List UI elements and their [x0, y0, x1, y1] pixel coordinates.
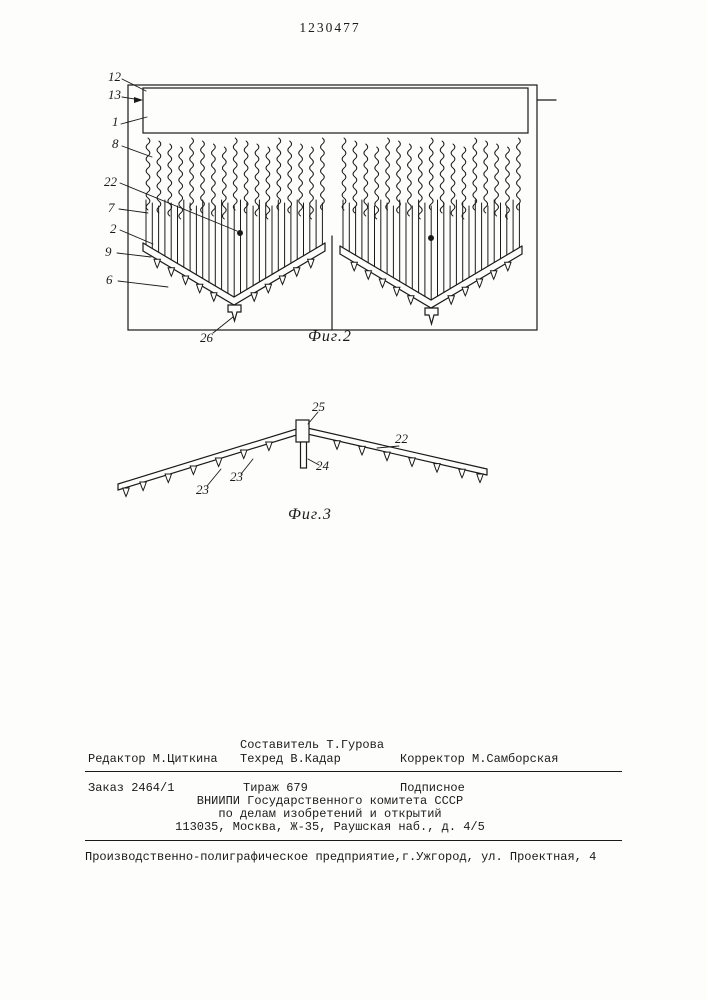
patent-number: 1230477 — [299, 20, 361, 35]
fig2-label-9: 9 — [105, 244, 112, 259]
org-name-line: ВНИИПИ Государственного комитета СССР — [196, 794, 464, 808]
org-address-line: 113035, Москва, Ж-35, Раушская наб., д. 4/5 — [175, 820, 485, 834]
fig2-label-1: 1 — [112, 114, 119, 129]
fig2-label-6: 6 — [106, 272, 113, 287]
fig3-label-25: 25 — [312, 399, 325, 414]
fig2-label-13: 13 — [108, 87, 121, 102]
fig2-caption: Фиг.2 — [308, 328, 352, 345]
compiler-credit: Составитель Т.Гурова — [240, 738, 385, 752]
fig3-label-23b: 23 — [230, 469, 243, 484]
subscription-note: Подписное — [400, 781, 465, 795]
techred-credit: Техред В.Кадар — [240, 752, 341, 766]
corrector-credit: Корректор М.Самборская — [400, 752, 559, 766]
org-dept-line: по делам изобретений и открытий — [218, 807, 442, 821]
fig2-label-22: 22 — [104, 174, 117, 189]
editor-credit: Редактор М.Циткина — [88, 752, 218, 766]
divider-top — [85, 771, 622, 772]
print-run: Тираж 679 — [243, 781, 308, 795]
fig2-label-12: 12 — [108, 69, 121, 84]
order-number: Заказ 2464/1 — [88, 781, 175, 795]
fig3-caption: Фиг.3 — [288, 506, 332, 523]
fig3-label-22: 22 — [395, 431, 408, 446]
production-line: Производственно-полиграфическое предприятие,г.Ужгород, ул. Проектная, 4 — [85, 850, 597, 864]
fig3-label-23a: 23 — [196, 482, 209, 497]
fig2-label-7: 7 — [108, 200, 115, 215]
fig2-label-26: 26 — [200, 330, 213, 345]
fig2-label-2: 2 — [110, 221, 117, 236]
fig2-label-8: 8 — [112, 136, 119, 151]
fig3-label-24: 24 — [316, 458, 329, 473]
divider-bottom — [85, 840, 622, 841]
